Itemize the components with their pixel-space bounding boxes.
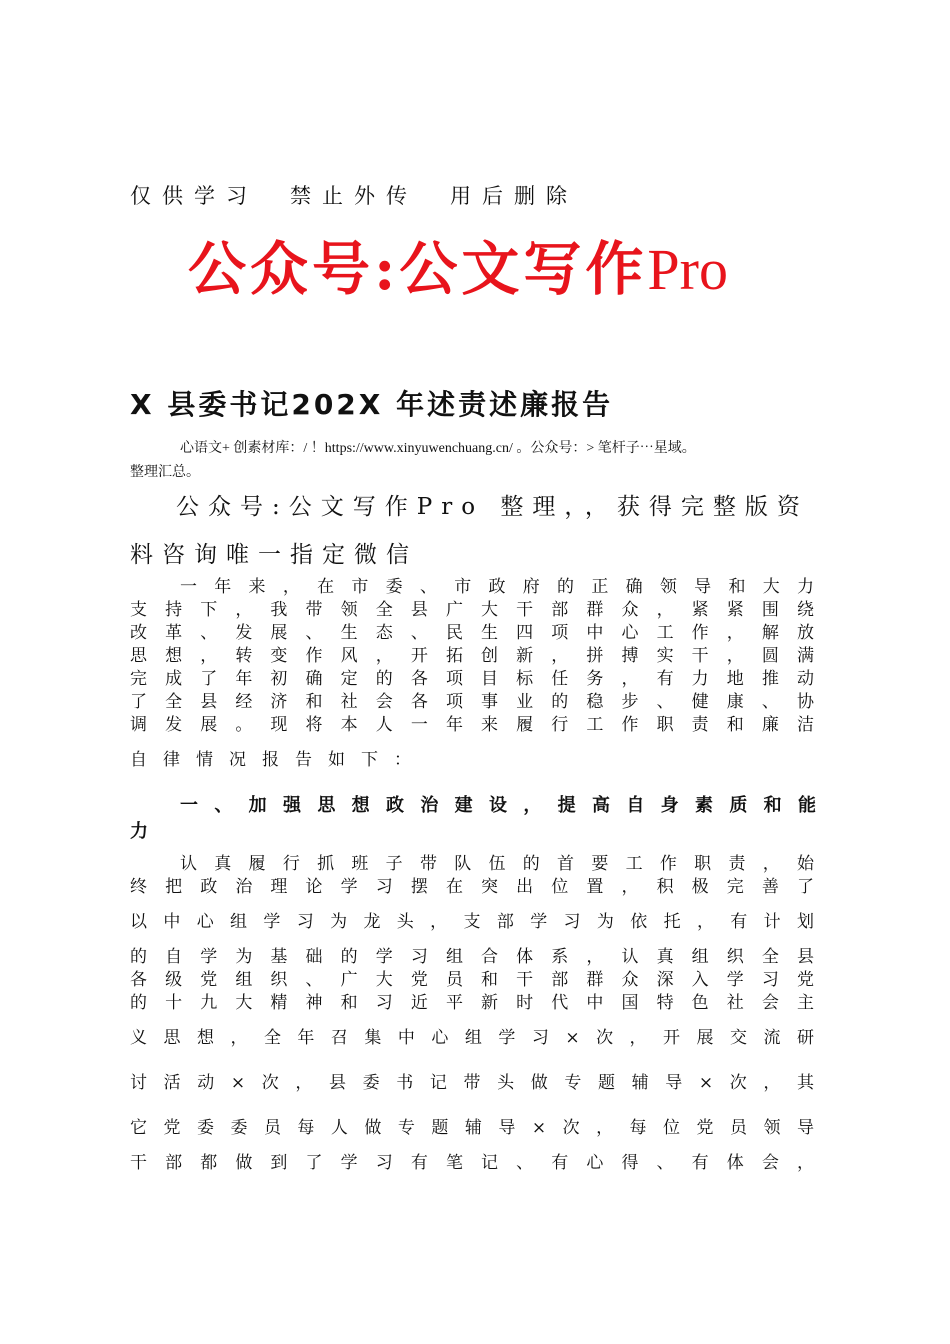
paragraph-line: 认真履行抓班子带队伍的首要工作职责，始 bbox=[180, 854, 816, 874]
source-note bbox=[130, 437, 830, 485]
document-title: X 县委书记202X 年述责述廉报告 bbox=[130, 388, 614, 421]
paragraph-line: 完成了年初确定的各项目标任务，有力地推动 bbox=[130, 669, 816, 689]
paragraph-line: 一年来，在市委、市政府的正确领导和大力 bbox=[180, 577, 816, 597]
section-1-paragraph bbox=[130, 853, 816, 1175]
paragraph-line: 各级党组织、广大党员和干部群众深入学习党 bbox=[130, 970, 816, 990]
brand-watermark bbox=[188, 222, 728, 306]
promo-line-1: 公众号:公文写作Pro 整理，，获得完整版资 bbox=[176, 494, 809, 520]
paragraph-line: 义思想，全年召集中心组学习×次，开展交流研 bbox=[130, 1028, 816, 1048]
intro-paragraph bbox=[130, 576, 816, 772]
paragraph-line: 了全县经济和社会各项事业的稳步、健康、协 bbox=[130, 692, 816, 712]
paragraph-line: 的自学为基础的学习组合体系，认真组织全县 bbox=[130, 947, 816, 967]
promo-paragraph bbox=[130, 483, 820, 579]
paragraph-line: 它党委委员每人做专题辅导×次，每位党员领导 bbox=[130, 1118, 816, 1138]
brand-text: 公众号:公文写作 bbox=[188, 235, 648, 303]
heading-line-1: 一、加强思想政治建设，提高自身素质和能 bbox=[180, 795, 816, 816]
paragraph-line: 终把政治理论学习摆在突出位置，积极完善了 bbox=[130, 877, 816, 897]
paragraph-line: 讨活动×次，县委书记带头做专题辅导×次，其 bbox=[130, 1073, 816, 1093]
paragraph-line: 改革、发展、生态、民生四项中心工作，解放 bbox=[130, 623, 816, 643]
paragraph-line: 思想，转变作风，开拓创新，拼搏实干，圆满 bbox=[130, 646, 816, 666]
promo-line-2: 料咨询唯一指定微信 bbox=[130, 542, 418, 568]
usage-notice: 仅供学习 禁止外传 用后删除 bbox=[130, 184, 578, 208]
paragraph-line: 干部都做到了学习有笔记、有心得、有体会， bbox=[130, 1153, 816, 1173]
section-heading-1 bbox=[130, 793, 816, 845]
paragraph-line: 调发展。现将本人一年来履行工作职责和廉洁 bbox=[130, 715, 816, 735]
brand-pro: Pro bbox=[647, 237, 728, 302]
heading-line-2: 力 bbox=[130, 821, 148, 842]
paragraph-line: 支持下，我带领全县广大干部群众，紧紧围绕 bbox=[130, 600, 816, 620]
paragraph-line: 以中心组学习为龙头，支部学习为依托，有计划 bbox=[130, 912, 816, 932]
source-line-2: 整理汇总。 bbox=[130, 465, 200, 480]
paragraph-line: 自律情况报告如下： bbox=[130, 750, 427, 770]
paragraph-line: 的十九大精神和习近平新时代中国特色社会主 bbox=[130, 993, 816, 1013]
source-line-1: 心语文+ 创素材库：/ ！https://www.xinyuwenchuang.cn/ 。公众号：> 笔杆子⋯星域。 bbox=[180, 441, 696, 456]
